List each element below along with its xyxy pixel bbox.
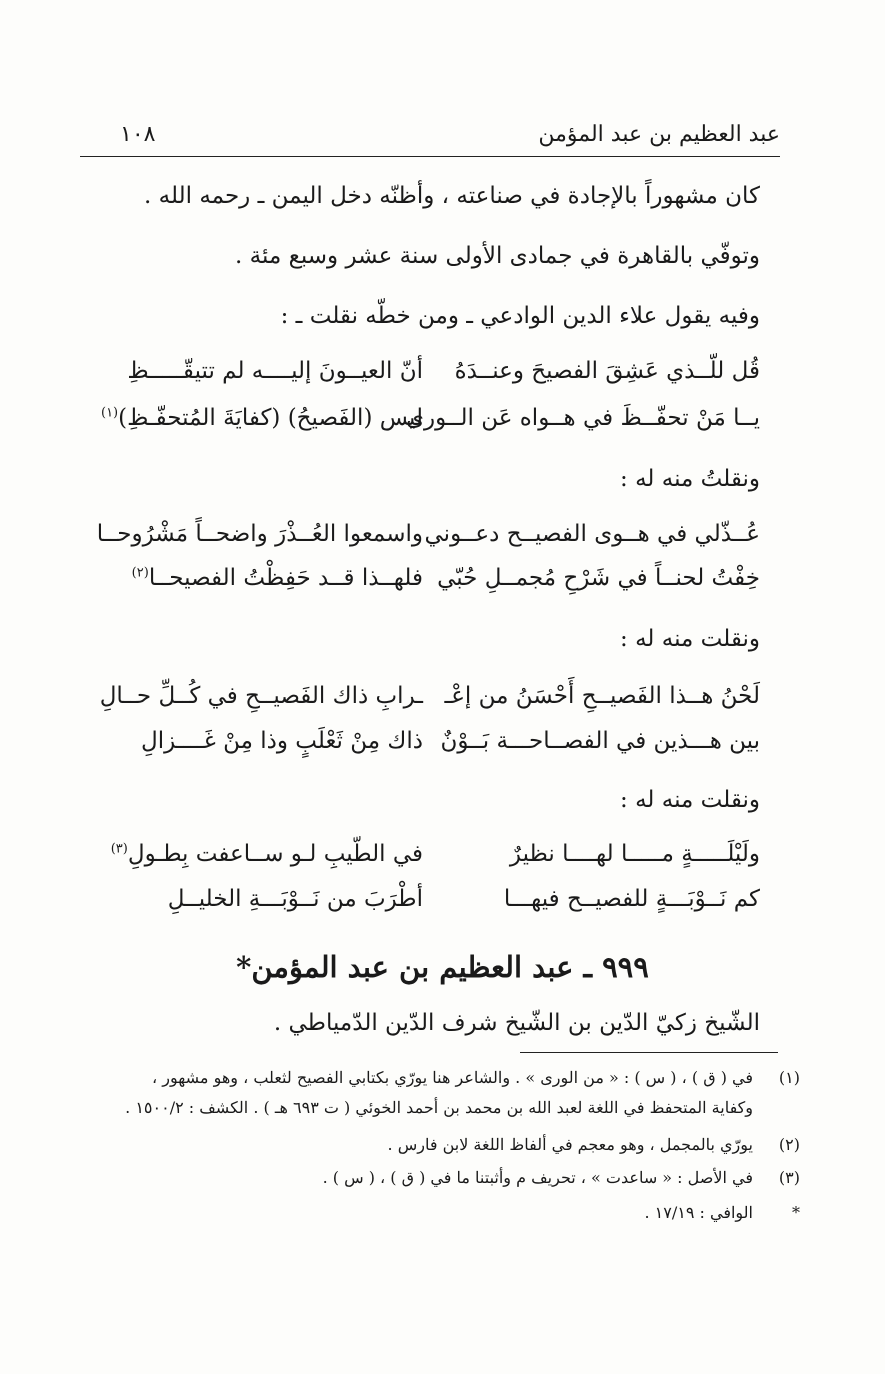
verse-text: في الطّيبِ لـو ســاعفت بِطـولِ xyxy=(127,841,423,867)
verse-text: ليس (الفَصيحُ) (كفايَةَ المُتحفّـظِ) xyxy=(118,405,423,431)
verse-hemistich-right: كم نَــوْبَـــةٍ للفصيــح فيهـــا xyxy=(503,886,760,912)
verse-hemistich-right: خِفْتُ لحنــاً في شَرْحِ مُجمــلِ حُبّي xyxy=(437,565,760,591)
verse-hemistich-left xyxy=(101,405,423,431)
verse-hemistich-right: عُــذّلي في هــوى الفصيــح دعــوني xyxy=(424,521,760,547)
footnote-line: في الأصل : « ساعدت » ، تحريف م وأثبتنا ما في ( ق ) ، ( س ) . xyxy=(322,1168,753,1187)
verse-hemistich-left: ـرابِ ذاك الفَصيــحِ في كُــلِّ حــالِ xyxy=(99,683,423,709)
verse-hemistich-left: واسمعوا العُــذْرَ واضحــاً مَشْرُوحــا xyxy=(96,521,423,547)
footnote-ref: (٢) xyxy=(131,565,149,581)
poem-intro: ونقلت منه له : xyxy=(620,787,760,813)
prose-line: وفيه يقول علاء الدين الوادعي ـ ومن خطّه نقلت ـ : xyxy=(280,303,760,329)
verse-hemistich-right: بين هـــذين في الفصــاحـــة بَــوْنٌ xyxy=(440,728,760,754)
running-title: عبد العظيم بن عبد المؤمن xyxy=(538,122,780,147)
verse-hemistich-right: لَحْنُ هــذا الفَصيــحِ أَحْسَنُ من إعْـ xyxy=(444,683,760,709)
footnote-number: (١) xyxy=(778,1068,800,1087)
entry-text: الشّيخ زكيّ الدّين بن الشّيخ شرف الدّين الدّمياطي . xyxy=(273,1010,760,1036)
prose-line: وتوفّي بالقاهرة في جمادى الأولى سنة عشر وسبع مئة . xyxy=(235,243,760,269)
footnote-rule xyxy=(520,1052,778,1053)
poem-intro: ونقلت منه له : xyxy=(620,626,760,652)
verse-hemistich-left xyxy=(132,565,423,591)
prose-line: كان مشهوراً بالإجادة في صناعته ، وأظنّه دخل اليمن ـ رحمه الله . xyxy=(144,183,760,209)
page-number: ١٠٨ xyxy=(120,122,156,147)
footnote-ref: (١) xyxy=(100,405,119,421)
entry-heading: ٩٩٩ ـ عبد العظيم بن عبد المؤمن* xyxy=(236,950,649,984)
verse-text: فلهــذا قــد حَفِظْتُ الفصيحــا xyxy=(148,565,423,591)
footnote-line: في ( ق ) ، ( س ) : « من الورى » . والشاعر هنا يورّي بكتابي الفصيح لثعلب ، وهو مشهور ، xyxy=(152,1068,753,1087)
verse-hemistich-right: قُل للّــذي عَشِقَ الفصيحَ وعنــدَهُ xyxy=(454,358,760,384)
verse-hemistich-left: أنّ العيــونَ إليــــه لم تتيقّـــــظِ xyxy=(127,358,423,384)
footnote-line: وكفاية المتحفظ في اللغة لعبد الله بن محمد بن أحمد الخوئي ( ت ٦٩٣ هـ ) . الكشف : ١٥٠٠/٢ . xyxy=(125,1098,753,1117)
footnote-line: الوافي : ١٧/١٩ . xyxy=(644,1203,753,1222)
verse-hemistich-right: ولَيْلَـــــةٍ مـــــا لهــــا نظيرٌ xyxy=(509,841,760,867)
running-header xyxy=(80,118,780,156)
footnote-number: (٢) xyxy=(778,1135,800,1154)
verse-hemistich-right: يــا مَنْ تحفّــظَ في هــواه عَن الــورى xyxy=(406,405,760,431)
footnote-number: (٣) xyxy=(778,1168,800,1187)
poem-intro: ونقلتُ منه له : xyxy=(620,466,760,492)
verse-hemistich-left xyxy=(111,841,423,867)
verse-hemistich-left: ذاك مِنْ ثَعْلَبٍ وذا مِنْ غَــــزالِ xyxy=(140,728,423,754)
header-rule xyxy=(80,156,780,157)
footnote-number: * xyxy=(792,1203,800,1222)
footnote-line: يورّي بالمجمل ، وهو معجم في ألفاظ اللغة لابن فارس . xyxy=(387,1135,753,1154)
verse-hemistich-left: أطْرَبَ من نَــوْبَـــةِ الخليــلِ xyxy=(167,886,423,912)
footnote-ref: (٣) xyxy=(110,841,128,857)
